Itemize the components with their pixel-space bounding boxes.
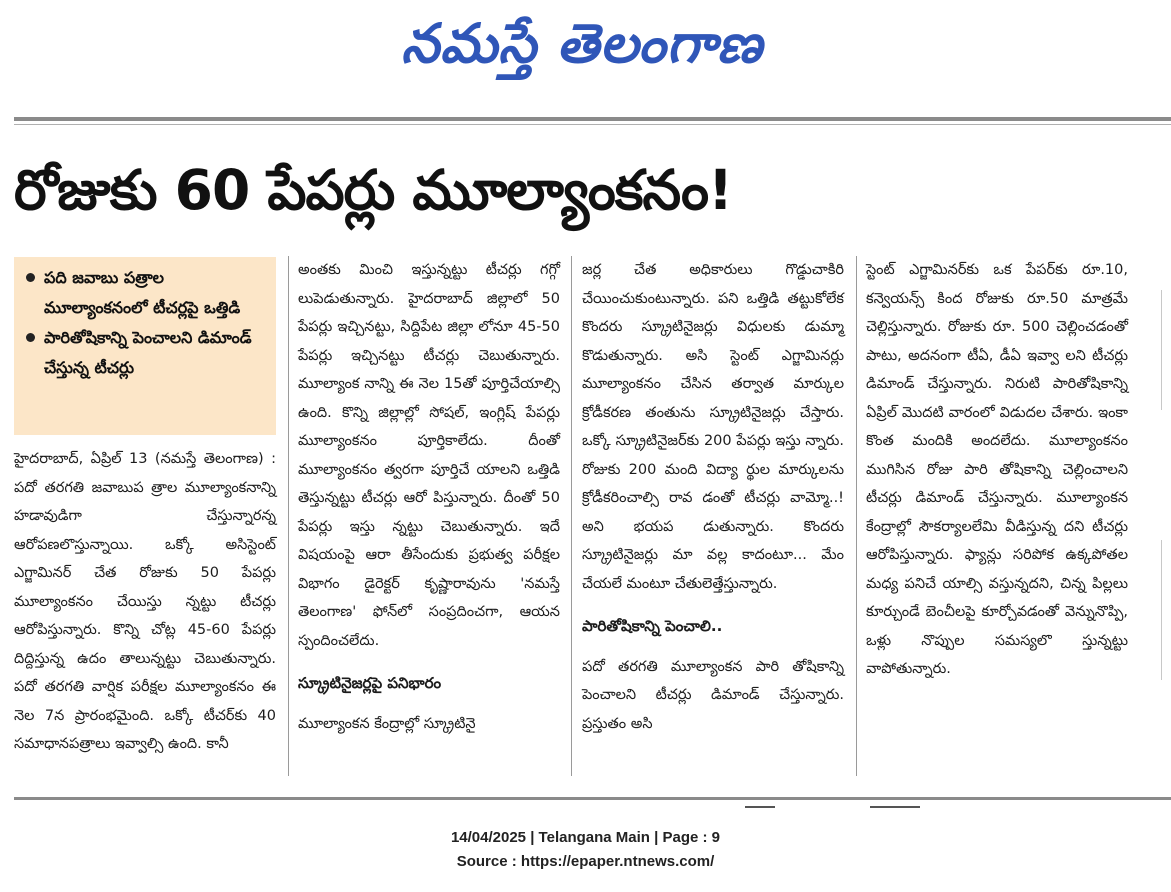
highlight-item <box>22 263 268 323</box>
highlight-text: పారితోషికాన్ని పెంచాలని డిమాండ్ చేస్తున్న టీచర్లు <box>44 328 252 377</box>
subheading: స్క్రూటినైజర్లపై పనిభారం <box>298 674 442 692</box>
page-edge-line <box>1161 540 1162 680</box>
article-paragraph: అంతకు మించి ఇస్తున్నట్టు టీచర్లు గగ్గో లుపెడుతున్నారు. హైదరాబాద్ జిల్లాలో 50 పేపర్లు ఇచ్చినట్టు, సిద్దిపేట జిల్లా లోనూ 45-50 పేపర్లు ఇచ్చినట్టు టీచర్లు చెబుతున్నారు. మూల్యాంక నాన్ని ఈ నెల 15తో పూర్తిచేయాల్సి ఉంది. కొన్ని జిల్లాల్లో సోషల్, ఇంగ్లిష్ పేపర్లు మూల్యాంకనం పూర్తికాలేదు. దీంతో మూల్యాంకనం త్వరగా పూర్తిచే యాలని ఒత్తిడి తెస్తున్నట్టు టీచర్లు ఆరో పిస్తున్నారు. దీంతో 50 పేపర్లు ఇస్తు న్నట్టు చెబుతున్నారు. ఇదే విషయంపై ఆరా తీసేందుకు ప్రభుత్వ పరీక్షల విభాగం డైరెక్టర్ కృష్ణారావును 'నమస్తే తెలంగాణ' ఫోన్‌లో సంప్రదించగా, ఆయన స్పందించలేదు. <box>298 262 560 649</box>
article-column-2 <box>298 256 560 738</box>
article-paragraph: హైదరాబాద్, ఏప్రిల్ 13 (నమస్తే తెలంగాణ) : పదో తరగతి జవాబుప త్రాల మూల్యాంకనాన్ని హడావుడిగా చేస్తున్నారన్న ఆరోపణలొస్తున్నాయి. ఒక్కో అసిస్టెంట్ ఎగ్జామినర్ చేత రోజుకు 50 పేపర్లు మూల్యాంకనం చేయిస్తు న్నట్టు టీచర్లు ఆరోపిస్తున్నారు. కొన్ని చోట్ల 45-60 పేపర్లు దిద్దిస్తున్న ఉదం తాలున్నట్టు చెబుతున్నారు. పదో తరగతి వార్షిక పరీక్షల మూల్యాంకనం ఈ నెల 7న ప్రారంభమైంది. ఒక్కో టీచర్‌కు 40 సమాధానపత్రాలు ఇవ్వాల్సి ఉంది. కానీ <box>14 451 276 752</box>
masthead-rule-top <box>14 117 1171 121</box>
masthead-rule-bottom <box>14 124 1171 125</box>
bullet-icon <box>26 333 35 342</box>
article-column-3 <box>582 256 844 738</box>
highlight-text: పది జవాబు పత్రాల మూల్యాంకనంలో టీచర్లపై ఒత్తిడి <box>44 268 241 317</box>
article-paragraph: పదో తరగతి మూల్యాంకన పారి తోషికాన్ని పెంచాలని టీచర్లు డిమాండ్ చేస్తున్నారు. ప్రస్తుతం అసి <box>582 658 844 732</box>
article-column-4 <box>866 256 1128 684</box>
masthead <box>0 0 1171 92</box>
subheading: పారితోషికాన్ని పెంచాలి.. <box>582 617 723 635</box>
page-edge-line <box>1161 290 1162 410</box>
article-column-1 <box>14 445 276 759</box>
next-article-fragment <box>870 806 920 808</box>
footer <box>0 826 1171 874</box>
headline: రోజుకు 60 పేపర్లు మూల్యాంకనం! <box>14 158 733 222</box>
bottom-rule <box>14 797 1171 800</box>
article-paragraph: మూల్యాంకన కేంద్రాల్లో స్క్రూటినై <box>298 715 476 732</box>
column-divider <box>856 256 857 776</box>
article-paragraph: స్టెంట్ ఎగ్జామినర్‌కు ఒక పేపర్‌కు రూ.10, కన్వెయన్స్ కింద రోజుకు రూ.50 మాత్రమే చెల్లిస్తున్నారు. రోజుకు రూ. 500 చెల్లించడంతో పాటు, అదనంగా టీఏ, డీఏ ఇవ్వా లని టీచర్లు డిమాండ్ చేస్తున్నారు. నిరుటి పారితోషికాన్ని ఏప్రిల్ మొదటి వారంలో విడుదల చేశారు. ఇంకా కొంత మందికి అందలేదు. మూల్యాంకనం ముగిసిన రోజు పారి తోషికాన్ని చెల్లించాలని టీచర్లు డిమాండ్ చేస్తున్నారు. మూల్యాంకన కేంద్రాల్లో సౌకర్యాలలేమి వీడిస్తున్న దని టీచర్లు ఆరోపిస్తున్నారు. ఫ్యాన్లు సరిపోక ఉక్కపోతల మధ్య పనిచే యాల్సి వస్తున్నదని, చిన్న పిల్లలు కూర్చుండే బెంచీలపై కూర్చోవడంతో వెన్నునొప్పి, ఒళ్లు నొప్పుల సమస్యలొ స్తున్నట్టు వాపోతున్నారు. <box>866 262 1128 677</box>
newspaper-logo: నమస్తే తెలంగాణ <box>401 12 763 75</box>
bullet-icon <box>26 273 35 282</box>
article-paragraph: జర్ల చేత అధికారులు గొడ్డుచాకిరి చేయించుకుంటున్నారు. పని ఒత్తిడి తట్టుకోలేక కొందరు స్క్రూటినైజర్లు విధులకు డుమ్మా కొడుతున్నారు. అసి స్టెంట్ ఎగ్జామినర్లు మూల్యాంకనం చేసిన తర్వాత మార్కుల క్రోడీకరణ తంతును స్క్రూటినైజర్లు చేస్తారు. ఒక్కో స్క్రూటినైజర్‌కు 200 పేపర్లు ఇస్తు న్నారు. రోజుకు 200 మంది విద్యా ర్థుల మార్కులను క్రోడీకరించాల్సి రావ డంతో టీచర్లు వామ్మో..! అని భయప డుతున్నారు. కొందరు స్క్రూటినైజర్లు మా వల్ల కాదంటూ... మేం చేయలే మంటూ చేతులెత్తేస్తున్నారు. <box>582 262 844 592</box>
next-article-fragment <box>745 806 775 808</box>
edition-info: 14/04/2025 | Telangana Main | Page : 9 <box>450 829 721 846</box>
column-divider <box>571 256 572 776</box>
highlight-item <box>22 323 268 383</box>
column-divider <box>288 256 289 776</box>
source-link[interactable]: Source : https://epaper.ntnews.com/ <box>456 853 715 870</box>
highlight-box <box>14 257 276 435</box>
